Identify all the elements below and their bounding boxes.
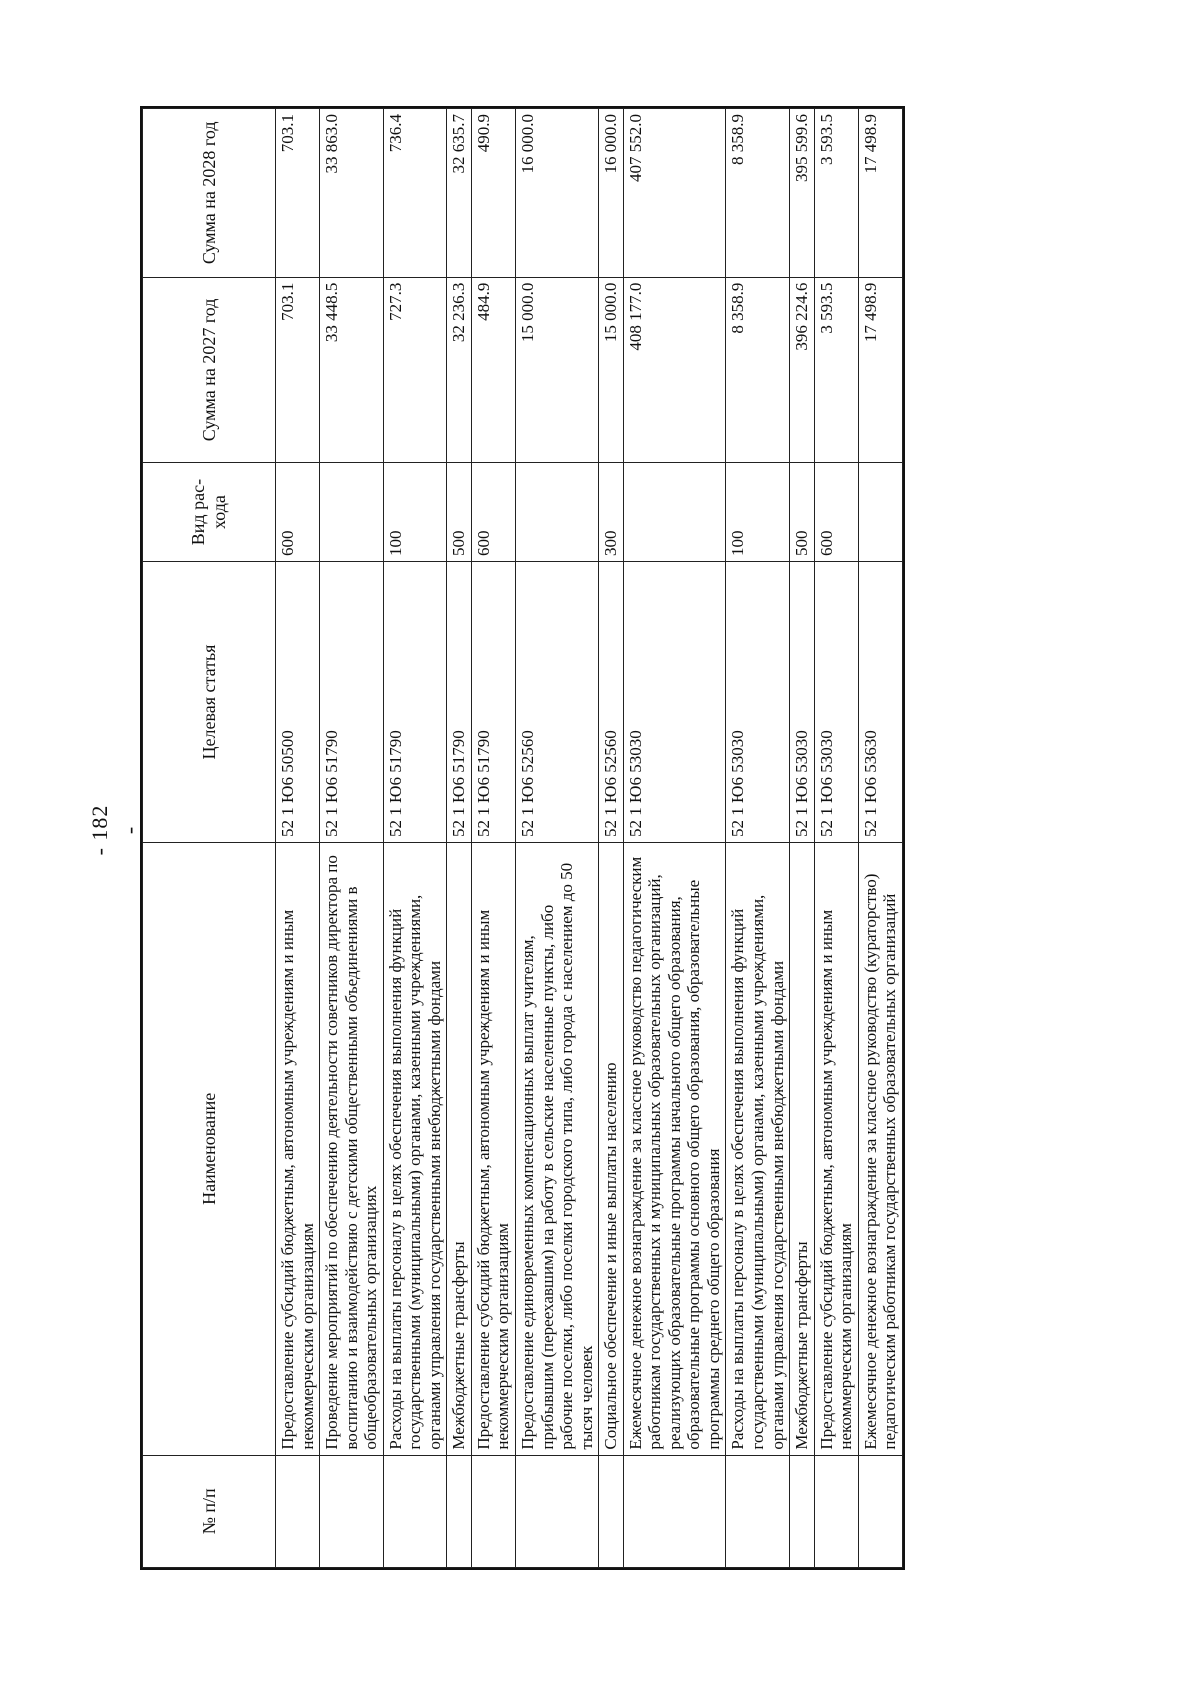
cell-kind: 100 [383, 463, 447, 562]
cell-num [814, 1455, 858, 1567]
cell-kind: 100 [726, 463, 790, 562]
cell-num [471, 1455, 515, 1567]
table-row [276, 109, 320, 1568]
table-row [814, 109, 858, 1568]
header-num: № п/п [143, 1455, 276, 1567]
cell-target: 52 1 Ю6 53030 [726, 562, 790, 843]
cell-sum-2027: 727.3 [383, 277, 447, 462]
cell-sum-2027: 703.1 [276, 277, 320, 462]
table-row [858, 109, 902, 1568]
header-target: Целевая статья [143, 562, 276, 843]
cell-target: 52 1 Ю6 53030 [790, 562, 815, 843]
budget-table [142, 108, 903, 1568]
cell-target: 52 1 Ю6 53030 [814, 562, 858, 843]
cell-sum-2028: 703.1 [276, 109, 320, 278]
cell-sum-2027: 17 498.9 [858, 277, 902, 462]
cell-sum-2027: 8 358.9 [726, 277, 790, 462]
table-row [623, 109, 726, 1568]
cell-sum-2028: 32 635.7 [447, 109, 472, 278]
cell-sum-2028: 33 863.0 [320, 109, 384, 278]
cell-num [623, 1455, 726, 1567]
table-row [471, 109, 515, 1568]
cell-num [383, 1455, 447, 1567]
cell-num [447, 1455, 472, 1567]
cell-name: Межбюджетные трансферты [447, 843, 472, 1456]
table-row [447, 109, 472, 1568]
cell-sum-2027: 32 236.3 [447, 277, 472, 462]
table-row [790, 109, 815, 1568]
cell-sum-2028: 407 552.0 [623, 109, 726, 278]
cell-target: 52 1 Ю6 50500 [276, 562, 320, 843]
page-number: - 182 - [87, 804, 142, 856]
cell-num [599, 1455, 624, 1567]
cell-kind [623, 463, 726, 562]
table-header-row [143, 109, 276, 1568]
cell-name: Ежемесячное денежное вознаграждение за классное руководство (кураторство) педагогическим работникам государственных образовательных организаций [858, 843, 902, 1456]
header-sum-2028: Сумма на 2028 год [143, 109, 276, 278]
cell-sum-2027: 484.9 [471, 277, 515, 462]
cell-sum-2028: 16 000.0 [599, 109, 624, 278]
cell-num [320, 1455, 384, 1567]
cell-sum-2028: 17 498.9 [858, 109, 902, 278]
cell-name: Расходы на выплаты персоналу в целях обеспечения выполнения функций государственными (муниципальными) органами, казенными учреждениями, органами управления государственными внебюджетными фондами [726, 843, 790, 1456]
cell-sum-2028: 16 000.0 [516, 109, 599, 278]
cell-kind: 500 [790, 463, 815, 562]
cell-name: Предоставление субсидий бюджетным, автономным учреждениям и иным некоммерческим организациям [814, 843, 858, 1456]
cell-name: Предоставление субсидий бюджетным, автономным учреждениям и иным некоммерческим организациям [471, 843, 515, 1456]
cell-sum-2027: 15 000.0 [516, 277, 599, 462]
cell-kind: 300 [599, 463, 624, 562]
cell-target: 52 1 Ю6 51790 [471, 562, 515, 843]
table-row [383, 109, 447, 1568]
cell-kind: 500 [447, 463, 472, 562]
table-row [726, 109, 790, 1568]
cell-num [516, 1455, 599, 1567]
cell-sum-2027: 3 593.5 [814, 277, 858, 462]
cell-target: 52 1 Ю6 51790 [447, 562, 472, 843]
cell-sum-2027: 33 448.5 [320, 277, 384, 462]
cell-name: Ежемесячное денежное вознаграждение за классное руководство педагогическим работникам государственных и муниципальных образовательных организаций, реализующих образовательные программы начального общего образования, образовательные программы основного общего образования, образовательные программы среднего общего образования [623, 843, 726, 1456]
cell-target: 52 1 Ю6 53630 [858, 562, 902, 843]
cell-kind: 600 [276, 463, 320, 562]
cell-name: Социальное обеспечение и иные выплаты населению [599, 843, 624, 1456]
cell-num [726, 1455, 790, 1567]
cell-kind [858, 463, 902, 562]
cell-target: 52 1 Ю6 53030 [623, 562, 726, 843]
cell-target: 52 1 Ю6 52560 [516, 562, 599, 843]
table-row [320, 109, 384, 1568]
table-row [599, 109, 624, 1568]
cell-name: Межбюджетные трансферты [790, 843, 815, 1456]
header-sum-2027: Сумма на 2027 год [143, 277, 276, 462]
cell-sum-2028: 3 593.5 [814, 109, 858, 278]
cell-sum-2028: 736.4 [383, 109, 447, 278]
table-row [516, 109, 599, 1568]
cell-kind: 600 [814, 463, 858, 562]
cell-num [276, 1455, 320, 1567]
cell-sum-2027: 15 000.0 [599, 277, 624, 462]
cell-target: 52 1 Ю6 51790 [383, 562, 447, 843]
cell-target: 52 1 Ю6 51790 [320, 562, 384, 843]
header-name: Наименование [143, 843, 276, 1456]
cell-num [858, 1455, 902, 1567]
cell-num [790, 1455, 815, 1567]
cell-target: 52 1 Ю6 52560 [599, 562, 624, 843]
cell-sum-2028: 8 358.9 [726, 109, 790, 278]
cell-name: Предоставление субсидий бюджетным, автономным учреждениям и иным некоммерческим организациям [276, 843, 320, 1456]
cell-kind: 600 [471, 463, 515, 562]
rotated-table-container [142, 108, 1092, 1568]
cell-name: Расходы на выплаты персоналу в целях обеспечения выполнения функций государственными (муниципальными) органами, казенными учреждениями, органами управления государственными внебюджетными фондами [383, 843, 447, 1456]
cell-sum-2027: 396 224.6 [790, 277, 815, 462]
cell-sum-2028: 490.9 [471, 109, 515, 278]
cell-name: Проведение мероприятий по обеспечению деятельности советников директора по воспитанию и взаимодействию с детскими общественными объединениями в общеобразовательных организациях [320, 843, 384, 1456]
cell-kind [516, 463, 599, 562]
cell-name: Предоставление единовременных компенсационных выплат учителям, прибывшим (переехавшим) на работу в сельские населенные пункты, либо рабочие поселки, либо поселки городского типа, либо города с населением до 50 тысяч человек [516, 843, 599, 1456]
header-kind: Вид рас-хода [143, 463, 276, 562]
cell-sum-2027: 408 177.0 [623, 277, 726, 462]
cell-kind [320, 463, 384, 562]
cell-sum-2028: 395 599.6 [790, 109, 815, 278]
